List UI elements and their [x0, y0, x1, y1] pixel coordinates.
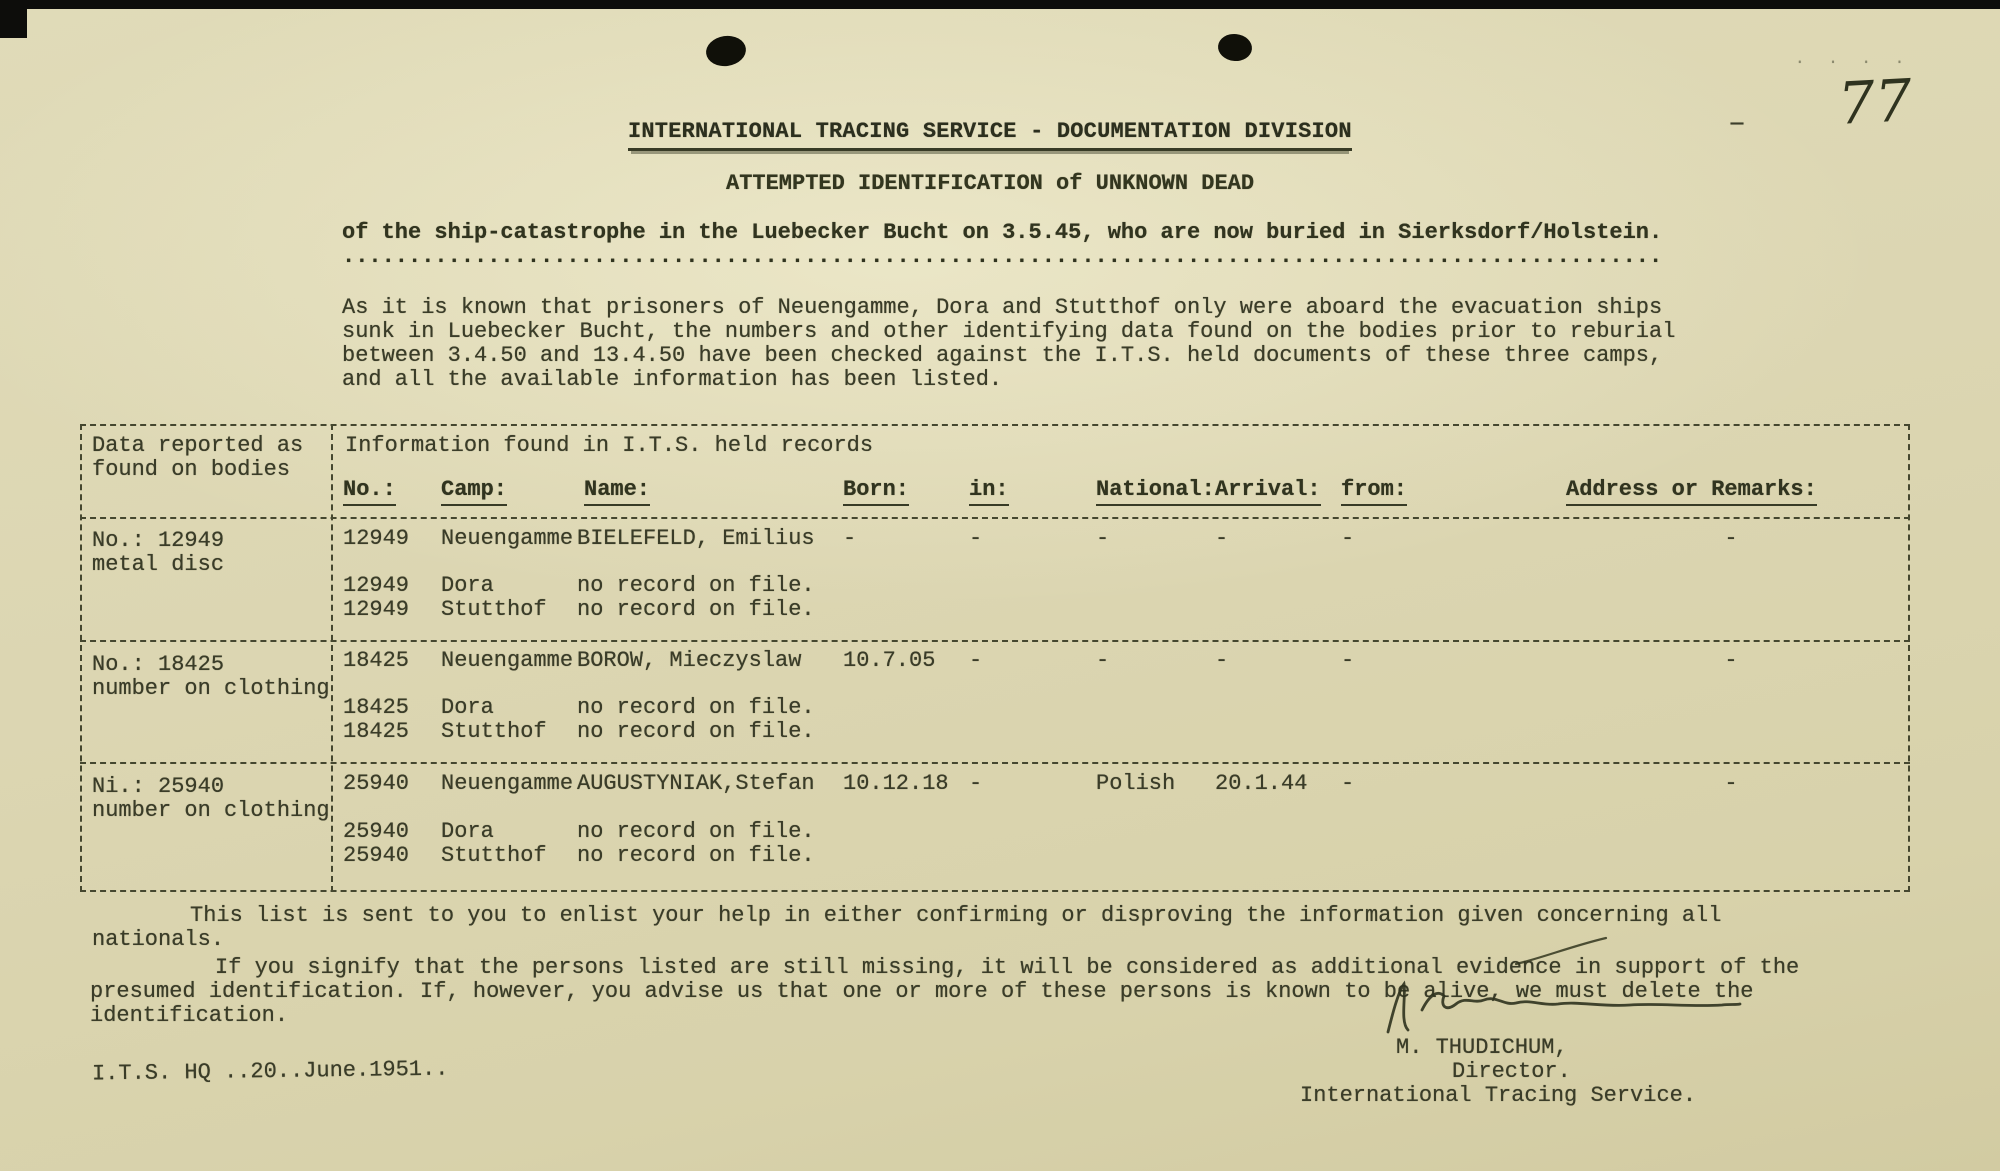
- body-data-label: No.: 18425: [92, 652, 225, 677]
- signature-scrawl: [1378, 976, 1748, 1038]
- record-address: -: [1724, 771, 1738, 796]
- record-no: 25940: [343, 819, 410, 844]
- body-data-label: number on clothing: [92, 798, 330, 823]
- table-left-header: Data reported as: [92, 433, 304, 458]
- record-address: -: [1724, 526, 1738, 551]
- body-data-label: number on clothing: [92, 676, 330, 701]
- record-name: no record on file.: [577, 819, 815, 844]
- record-camp: Neuengamme: [441, 771, 574, 796]
- intro-line: of the ship-catastrophe in the Luebecker Bucht on 3.5.45, who are now buried in Sierksdorf/Holstein.: [342, 220, 1663, 245]
- record-camp: Dora: [441, 695, 494, 720]
- table-row-divider: [80, 517, 1910, 519]
- record-from: -: [1341, 771, 1355, 796]
- record-camp: Neuengamme: [441, 526, 574, 551]
- scan-specks: · · · ·: [1795, 53, 1912, 71]
- table-row: [82, 598, 1908, 622]
- table-row: [82, 844, 1908, 868]
- record-national: Polish: [1096, 771, 1176, 796]
- table-row: [82, 527, 1908, 551]
- page-number: 77: [1836, 66, 1914, 138]
- closing-line: identification.: [90, 1003, 289, 1028]
- table-row: [82, 574, 1908, 598]
- document-subtitle: ATTEMPTED IDENTIFICATION of UNKNOWN DEAD: [726, 171, 1255, 196]
- page-number-dash: –: [1728, 107, 1747, 141]
- record-name: no record on file.: [577, 573, 815, 598]
- record-arrival: -: [1215, 648, 1229, 673]
- document-title: INTERNATIONAL TRACING SERVICE - DOCUMENTATION DIVISION: [628, 120, 1352, 151]
- closing-line: nationals.: [92, 927, 225, 952]
- record-arrival: -: [1215, 526, 1229, 551]
- body-line: between 3.4.50 and 13.4.50 have been checked against the I.T.S. held documents of these three camps,: [342, 343, 1663, 368]
- body-data-label: No.: 12949: [92, 528, 225, 553]
- scan-edge-corner: [0, 0, 27, 38]
- column-header-national: National:: [1096, 478, 1215, 506]
- signature-name: M. THUDICHUM,: [1396, 1035, 1568, 1060]
- record-camp: Dora: [441, 819, 494, 844]
- record-no: 25940: [343, 843, 410, 868]
- record-national: -: [1096, 648, 1110, 673]
- body-data-label: metal disc: [92, 552, 225, 577]
- record-name: AUGUSTYNIAK,Stefan: [577, 771, 815, 796]
- body-line: and all the available information has been listed.: [342, 367, 1003, 392]
- closing-line: presumed identification. If, however, you advise us that one or more of these persons is known to be alive, we must delete the: [90, 979, 1754, 1004]
- scan-edge-top: [0, 0, 2000, 9]
- record-from: -: [1341, 526, 1355, 551]
- column-header-arrival: Arrival:: [1215, 478, 1321, 506]
- record-name: no record on file.: [577, 597, 815, 622]
- record-born-in: -: [969, 771, 983, 796]
- column-header-name: Name:: [584, 478, 650, 506]
- closing-line: This list is sent to you to enlist your help in either confirming or disproving the information given concerning all: [190, 903, 1722, 928]
- footer-date: I.T.S. HQ ..20..June.1951..: [91, 1056, 449, 1087]
- record-no: 12949: [343, 573, 410, 598]
- record-no: 18425: [343, 695, 410, 720]
- dotted-underline: ....................................................................................................: [342, 245, 1663, 269]
- table-row: [82, 696, 1908, 720]
- table-row: [82, 720, 1908, 744]
- record-born: 10.12.18: [843, 771, 949, 796]
- table-row-divider: [80, 762, 1910, 764]
- table-row: [82, 772, 1908, 796]
- record-camp: Stutthof: [441, 719, 547, 744]
- record-name: BIELEFELD, Emilius: [577, 526, 815, 551]
- table-row: [82, 820, 1908, 844]
- record-born-in: -: [969, 648, 983, 673]
- closing-line: If you signify that the persons listed are still missing, it will be considered as additional evidence in support of the: [215, 955, 1800, 980]
- column-header-address: Address or Remarks:: [1566, 478, 1817, 506]
- column-header-from: from:: [1341, 478, 1407, 506]
- column-header-born: Born:: [843, 478, 909, 506]
- body-data-label: Ni.: 25940: [92, 774, 225, 799]
- hole-punch-right: [1217, 32, 1254, 62]
- signature-role: Director.: [1452, 1059, 1571, 1084]
- record-camp: Stutthof: [441, 843, 547, 868]
- table-left-header: found on bodies: [92, 457, 291, 482]
- record-name: no record on file.: [577, 719, 815, 744]
- record-no: 18425: [343, 648, 410, 673]
- table-row: [82, 649, 1908, 673]
- hole-punch-left: [704, 33, 748, 68]
- record-born: 10.7.05: [843, 648, 936, 673]
- record-born-in: -: [969, 526, 983, 551]
- signature-org: International Tracing Service.: [1300, 1083, 1697, 1108]
- record-from: -: [1341, 648, 1355, 673]
- record-born: -: [843, 526, 857, 551]
- record-camp: Stutthof: [441, 597, 547, 622]
- table-section-header: Information found in I.T.S. held records: [345, 433, 874, 458]
- pen-stroke: [1512, 934, 1612, 968]
- column-header-camp: Camp:: [441, 478, 507, 506]
- record-no: 25940: [343, 771, 410, 796]
- record-national: -: [1096, 526, 1110, 551]
- record-camp: Dora: [441, 573, 494, 598]
- record-arrival: 20.1.44: [1215, 771, 1308, 796]
- record-name: no record on file.: [577, 695, 815, 720]
- body-line: sunk in Luebecker Bucht, the numbers and other identifying data found on the bodies prior to reburial: [342, 319, 1676, 344]
- record-no: 18425: [343, 719, 410, 744]
- record-no: 12949: [343, 597, 410, 622]
- record-name: no record on file.: [577, 843, 815, 868]
- record-camp: Neuengamme: [441, 648, 574, 673]
- body-line: As it is known that prisoners of Neuengamme, Dora and Stutthof only were aboard the evacuation ships: [342, 295, 1663, 320]
- record-address: -: [1724, 648, 1738, 673]
- record-no: 12949: [343, 526, 410, 551]
- record-name: BOROW, Mieczyslaw: [577, 648, 802, 673]
- table-row-divider: [80, 640, 1910, 642]
- column-header-in: in:: [969, 478, 1009, 506]
- records-table: [80, 424, 1910, 892]
- column-header-no: No.:: [343, 478, 396, 506]
